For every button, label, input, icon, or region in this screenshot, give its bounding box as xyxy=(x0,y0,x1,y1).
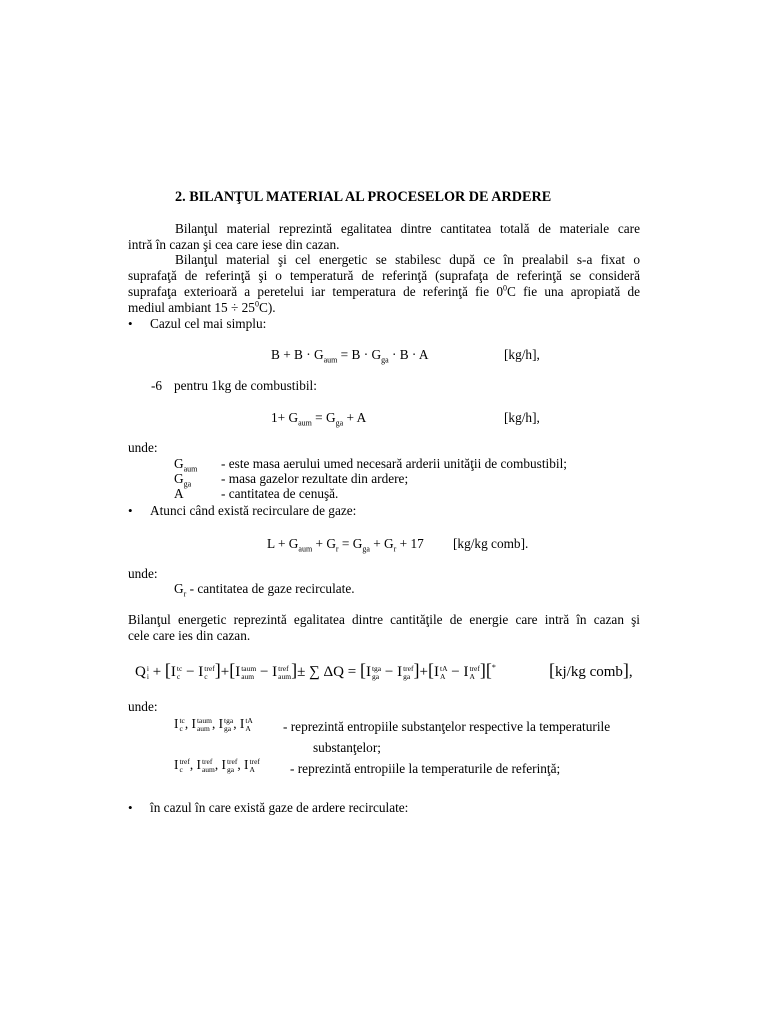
definition-text: substanţelor; xyxy=(313,740,381,755)
subscript: A xyxy=(245,723,251,733)
superscript: tA xyxy=(245,715,253,725)
equation-term: + 17 xyxy=(396,536,424,551)
paragraph-line: Bilanţul material şi cel energetic se stabilesc după ce în prealabil s-a fixat o xyxy=(175,252,640,267)
subscript: aum xyxy=(298,544,313,554)
operator: − xyxy=(259,664,269,680)
superscript: i xyxy=(146,663,149,673)
paragraph-line: Bilanţul material reprezintă egalitatea dintre cantitatea totală de materiale care xyxy=(175,221,640,236)
superscript: tref xyxy=(179,756,190,766)
subscript: aum xyxy=(298,418,312,428)
equation-mass-per-kg xyxy=(271,410,366,426)
equation-term: = G xyxy=(311,410,336,425)
subscript: ga xyxy=(226,764,235,774)
definition-line xyxy=(174,581,355,597)
equation-term: I xyxy=(365,664,371,680)
subscript: A xyxy=(249,764,255,774)
subscript: ga xyxy=(403,671,411,681)
subscript: A xyxy=(439,671,446,681)
script-stack xyxy=(245,717,253,733)
bullet-icon: • xyxy=(128,800,133,815)
script-stack xyxy=(440,665,448,681)
equation-term: · B · A xyxy=(388,347,429,362)
equation-term: + G xyxy=(312,536,336,551)
paragraph-line xyxy=(128,300,276,316)
operator: + xyxy=(419,664,428,680)
bullet-label: în cazul în care există gaze de ardere recirculate: xyxy=(150,800,409,815)
subscript: aum xyxy=(323,355,338,365)
section-heading: 2. BILANŢUL MATERIAL AL PROCESELOR DE ARDERE xyxy=(175,189,552,205)
superscript: tref xyxy=(403,663,414,673)
superscript: taum xyxy=(241,663,257,673)
paragraph-text: mediul ambiant 15 ÷ 25 xyxy=(128,300,255,315)
equation-term: + G xyxy=(369,536,394,551)
symbol: I xyxy=(174,757,179,772)
definition-text: - este masa aerului umed necesară arderii unităţii de combustibil; xyxy=(221,456,567,471)
subscript: ga xyxy=(335,418,344,428)
equation-term: I xyxy=(397,664,403,680)
script-stack xyxy=(204,665,214,681)
superscript: tref xyxy=(469,663,480,673)
superscript: 0 xyxy=(254,299,259,309)
script-stack xyxy=(249,758,259,774)
subscript: r xyxy=(335,544,339,554)
equation-term: I xyxy=(433,664,439,680)
paragraph-line: Bilanţul energetic reprezintă egalitatea dintre cantităţile de energie care intră în cazan şi xyxy=(128,612,640,627)
equation-term: I xyxy=(463,664,469,680)
symbol: I xyxy=(196,757,201,772)
symbol: I xyxy=(218,716,224,731)
script-stack xyxy=(224,717,233,733)
equation-unit xyxy=(549,660,633,681)
subscript: aum xyxy=(196,723,210,733)
script-stack xyxy=(469,665,479,681)
definition-symbols: I tc c , I taum aum , I tga ga , I tA A xyxy=(174,715,253,733)
superscript: tc xyxy=(179,715,185,725)
bullet-icon: • xyxy=(128,316,133,331)
superscript: tga xyxy=(224,715,234,725)
symbol: G xyxy=(174,456,184,471)
definition-text: - cantitatea de gaze recirculate. xyxy=(186,581,355,596)
script-stack xyxy=(403,665,413,681)
punctuation: , xyxy=(628,664,633,680)
equation-term: = B · G xyxy=(337,347,382,362)
subscript: c xyxy=(176,671,181,681)
subscript: ga xyxy=(362,544,370,554)
symbol: I xyxy=(239,716,245,731)
paragraph-line: intră în cazan şi cea care iese din cazan. xyxy=(128,237,340,252)
operator: − xyxy=(186,664,195,680)
equation-term: B + B · G xyxy=(271,347,324,362)
symbol: I xyxy=(191,716,196,731)
subscript: A xyxy=(469,671,475,681)
script-stack xyxy=(241,665,256,681)
bullet-label: Cazul cel mai simplu: xyxy=(150,316,267,331)
equation-term: I xyxy=(272,664,278,680)
paragraph-text: suprafaţa exterioară a peretelui iar temperatura de referinţă fie 0 xyxy=(128,284,504,299)
equation-term: 1+ G xyxy=(271,410,299,425)
operator: + xyxy=(220,664,230,680)
equation-term: L + G xyxy=(267,536,299,551)
definition-text: - reprezintă entropiile la temperaturile de referinţă; xyxy=(290,761,561,776)
subscript: c xyxy=(179,764,183,774)
equation-unit: [kg/h], xyxy=(504,347,540,362)
symbol: I xyxy=(244,757,249,772)
subscript: r xyxy=(393,544,397,554)
equation-term: + A xyxy=(343,410,367,425)
unde-label: unde: xyxy=(128,566,158,581)
subscript: aum xyxy=(201,764,215,774)
subscript: ga xyxy=(371,671,380,681)
note-number: -6 xyxy=(151,378,163,393)
script-stack xyxy=(227,758,237,774)
definition-text: - cantitatea de cenuşă. xyxy=(221,486,339,501)
paragraph-line xyxy=(128,284,640,300)
bracket: [ xyxy=(427,660,434,680)
superscript: 0 xyxy=(503,283,508,293)
subscript: ga xyxy=(224,723,232,733)
superscript: tref xyxy=(201,756,213,766)
superscript: * xyxy=(491,663,496,672)
definition-text: - masa gazelor rezultate din ardere; xyxy=(221,471,409,486)
subscript: ga xyxy=(381,355,389,365)
bracket: [ xyxy=(164,660,171,680)
script-stack xyxy=(197,717,212,733)
superscript: tref xyxy=(278,663,289,673)
definition-symbol xyxy=(174,456,197,472)
definition-symbol: A xyxy=(174,486,184,501)
subscript: ga xyxy=(183,479,192,489)
paragraph-line: cele care ies din cazan. xyxy=(128,628,251,643)
equation-term: Q xyxy=(135,664,146,680)
operator: − xyxy=(384,664,394,680)
bracket: ] xyxy=(413,660,420,680)
operator: ± xyxy=(297,664,306,680)
unit-text: kj/kg comb xyxy=(555,664,623,680)
bracket: ] xyxy=(214,660,221,680)
bracket: [ xyxy=(549,660,555,680)
subscript: aum xyxy=(241,671,255,681)
script-stack xyxy=(202,758,215,774)
superscript: tref xyxy=(226,756,238,766)
superscript: taum xyxy=(196,715,212,725)
note-text: pentru 1kg de combustibil: xyxy=(174,378,317,393)
superscript: tA xyxy=(439,663,448,673)
symbol: I xyxy=(221,757,226,772)
equation-mass-simple xyxy=(271,347,429,363)
definition-symbol xyxy=(174,471,191,487)
script-stack xyxy=(278,665,291,681)
equation-unit: [kg/h], xyxy=(504,410,540,425)
bracket: ] xyxy=(622,660,629,680)
equation-recirculation xyxy=(267,536,424,552)
operator: − xyxy=(451,664,460,680)
bracket: [ xyxy=(359,660,366,680)
script-stack xyxy=(179,758,189,774)
bracket: [ xyxy=(229,660,236,680)
script-stack xyxy=(179,717,184,733)
superscript: tref xyxy=(204,663,215,673)
superscript: tga xyxy=(371,663,382,673)
definition-symbols: I tref c , I tref aum , I tref ga , I tref A xyxy=(174,756,260,774)
symbol: G xyxy=(174,471,184,486)
symbol: I xyxy=(174,716,179,731)
script-stack xyxy=(177,665,182,681)
paragraph-line: suprafaţă de referinţă şi o temperatură de referinţă (suprafaţa de referinţă se consideră xyxy=(128,268,640,283)
subscript: c xyxy=(179,723,183,733)
bracket: ] xyxy=(479,660,486,680)
subscript: r xyxy=(183,589,187,599)
bracket: ] xyxy=(291,660,298,680)
equation-term: I xyxy=(235,664,241,680)
energy-balance-equation xyxy=(135,660,496,681)
equation-term: ∑ ΔQ = xyxy=(309,664,357,680)
unde-label: unde: xyxy=(128,699,158,714)
operator: + xyxy=(152,664,162,680)
script-stack xyxy=(147,665,149,681)
script-stack xyxy=(372,665,381,681)
superscript: tref xyxy=(249,756,260,766)
bullet-label: Atunci când există recirculare de gaze: xyxy=(150,503,357,518)
subscript: aum xyxy=(183,464,198,474)
paragraph-text: C). xyxy=(258,300,276,315)
unde-label: unde: xyxy=(128,440,158,455)
equation-term: I xyxy=(170,664,176,680)
bracket: [ xyxy=(485,660,492,680)
subscript: i xyxy=(146,671,149,681)
subscript: aum xyxy=(278,671,292,681)
definition-text: - reprezintă entropiile substanţelor respective la temperaturile xyxy=(283,719,611,734)
symbol: G xyxy=(174,581,184,596)
paragraph-text: C fie una apropiată de xyxy=(507,284,640,299)
subscript: c xyxy=(204,671,208,681)
equation-term: = G xyxy=(338,536,363,551)
equation-unit: [kg/kg comb]. xyxy=(453,536,529,551)
superscript: tc xyxy=(176,663,183,673)
equation-term: I xyxy=(198,664,204,680)
bullet-icon: • xyxy=(128,503,133,518)
